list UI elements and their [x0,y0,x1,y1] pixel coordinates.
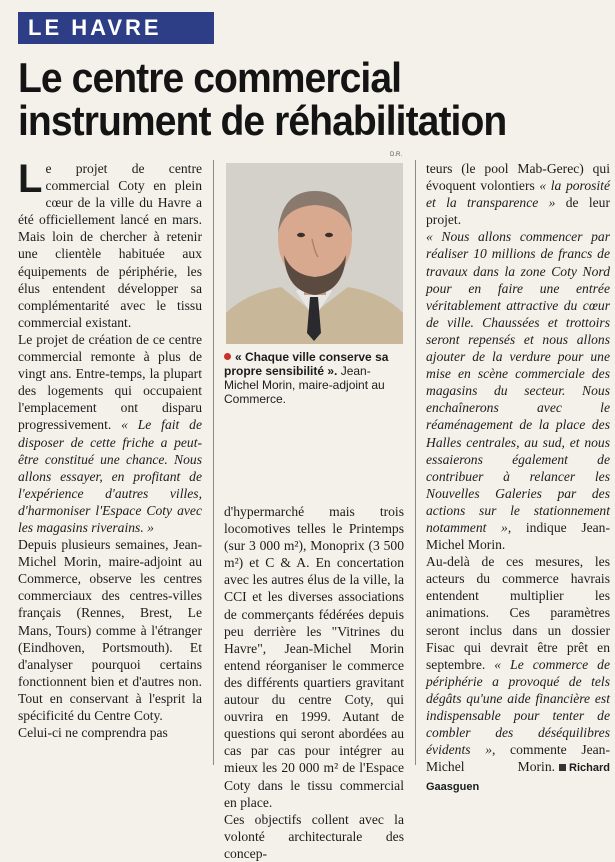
paragraph-2-quote: « Le fait de disposer de cette friche a peut-être constitué une chance. Nous allons essayer, en profitant de l'expérience d'autres villes, d'harmoniser l'Espace Coty avec les magasins riverains. » [18,417,202,535]
paragraph-2-text: Le projet de création de ce centre commercial remonte à plus de vingt ans. Entre-temps, la plupart des logements qui occupaient l'emplacement ont disparu progressivement. [18,331,202,433]
paragraph-8 [426,228,610,553]
headline-line-2: instrument de réhabilitation [18,97,507,144]
paragraph-2 [18,331,202,536]
paragraph-6: Ces objectifs collent avec la volonté architecturale des concep- [224,811,404,861]
article-column-3 [426,160,610,796]
drop-cap: L [18,157,43,201]
photo-credit: D.R. [390,152,402,158]
paragraph-4: Celui-ci ne comprendra pas [18,725,168,741]
paragraph-9 [426,553,610,796]
caption-text: Jean-Michel Morin, maire-adjoint au Commerce. [224,364,385,406]
caption-quote: « Chaque ville conserve sa propre sensibilité ». [224,350,389,378]
headline [18,56,567,142]
article-column-1 [18,157,202,741]
section-kicker: LE HAVRE [18,12,214,44]
paragraph-5: d'hypermarché mais trois locomotives telles le Printemps (sur 3 000 m²), Monoprix (3 500 m²) et C & A. En concertation avec les autres élus de la ville, la CCI et les diverses associations de commerçants fédérées depuis peu derrière les "Vitrines du Havre", Jean-Michel Morin entend réorganiser le commerce des différents quartiers gravitant autour du centre Coty, qui ouvrira en 1999. Autant de questions qui seront abordées au cas par cas pour intégrer au mieux les 20 000 m² de l'Espace Coty dans le tissu commercial en place. [224,504,404,810]
signature-square-icon [559,764,566,771]
paragraph-7-end: de leur projet. [426,195,611,228]
paragraph-8-quote: « Nous allons commencer par réaliser 10 millions de francs de travaux dans la zone Coty Nord pour en faire une entrée véritablement attractive du cœur de ville. Chaussées et trottoirs seront repensés et nous allons ajouter de la verdure pour une mise en scène commerciale des magasins du secteur. Nous enchaînerons avec le réaménagement de la place des Halles centrales, au sud, et nous essaierons également de contribuer à relancer les Nouvelles Galeries par des actions sur le stationnement notamment » [426,229,610,535]
paragraph-9-end: , commente Jean-Michel Morin. [426,742,611,775]
paragraph-9-text: Au-delà de ces mesures, les acteurs du commerce havrais entendent multiplier les animations. Ces paramètres seront inclus dans un dossier Fisac qui devrait être prêt en septembre. [426,554,610,672]
headline-line-1: Le centre commercial [18,54,402,101]
portrait-photo [226,163,403,344]
paragraph-7-quote: « la porosité et la transparence » [426,178,610,211]
article-column-2 [224,503,404,862]
paragraph-7 [426,160,610,228]
portrait-illustration [226,163,403,344]
column-rule-1 [213,160,214,765]
paragraph-9-quote: « Le commerce de périphérie a provoqué de tels dégâts qu'une aide financière est indispensable pour tenter de combler des déséquilibres évidents » [426,656,610,758]
paragraph-7-text: teurs (le pool Mab-Gerec) qui évoquent volontiers [426,161,610,194]
column-rule-2 [415,160,416,765]
paragraph-1 [18,157,202,331]
paragraph-3: Depuis plusieurs semaines, Jean-Michel Morin, maire-adjoint au Commerce, observe les centres commerciaux des centres-villes français (Rennes, Brest, Le Mans, Tours) comme à l'étranger (Eindhoven, Portsmouth). Et d'analyser pourquoi certains fonctionnent bien et d'autres non. Tout en conservant à l'esprit la spécificité du Centre Coty. [18,537,202,723]
paragraph-1-text: e projet de centre commercial Coty en plein cœur de la ville du Havre a été officiellement lancé en mars. Mais loin de chercher à retenir une clientèle habituée aux équipements de périphérie, les élus entendent développer sa complémentarité avec le tissu commercial existant. [18,161,202,330]
caption-bullet-icon [224,353,231,360]
photo-caption [224,350,404,406]
paragraph-8-end: , indique Jean-Michel Morin. [426,519,610,553]
author-signature: Richard Gaasguen [426,762,610,794]
